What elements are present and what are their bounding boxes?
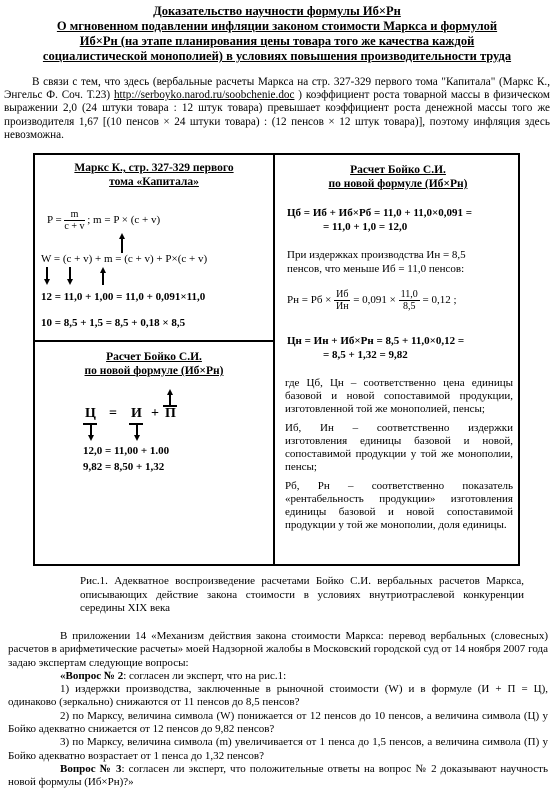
marx-row-2: 10 = 8,5 + 1,5 = 8,5 + 0,18 × 8,5: [41, 317, 186, 329]
intro-text-1: В связи с тем, что здесь (вербальные расчеты Маркса на стр. 327-329 первого тома "Капитала" (Маркс К., Энгельс Ф. Соч. Т.23): [4, 76, 550, 102]
question-3: [8, 763, 548, 790]
cv-down-arrow-head: [67, 279, 73, 285]
source-link[interactable]: http://serboyko.narod.ru/soobchenie.doc: [113, 89, 295, 102]
question-2-item-1: 1) издержки производства, заключенные в рыночной стоимости (W) и в формуле (И + П = Ц), одинаково (зеркально) снижаются от 11 пенсов до 8,5 пенсов?: [8, 683, 548, 709]
question-2-item-3: 3) по Марксу, величина символа (m) увеличивается от 1 пенса до 1,5 пенсов, а величина символа (П) у Бойко адекватно возрастает от 1 пенса до 1,32 пенсов?: [8, 736, 548, 762]
cost-text-line-1: При издержках производства Ин = 8,5: [287, 249, 466, 261]
question-3-label: Вопрос № 3: [60, 762, 122, 775]
p-numerator: m: [64, 209, 84, 221]
new-price-eq-line-1: Цн = Ин + Иб×Рн = 8,5 + 11,0×0,12 =: [287, 335, 465, 347]
rn-numerator-2: 11,0: [400, 289, 418, 300]
value-formula: W = (c + v) + m = (c + v) + P×(c + v): [41, 253, 208, 265]
m-up-arrow-line: [121, 237, 123, 253]
frame-vertical-divider: [273, 155, 275, 564]
question-2-label: «Вопрос № 2: [60, 669, 124, 682]
marx-title-line-2: тома «Капитала»: [109, 176, 199, 188]
rn-mid: = 0,091 ×: [353, 294, 396, 307]
new-rate-formula: [287, 289, 457, 312]
header-line-3: Иб×Рн (на этапе планирования цены товара того же качества каждой: [79, 34, 475, 48]
question-2-text: : согласен ли эксперт, что на рис.1:: [123, 669, 287, 682]
m2-up-arrow-line: [102, 271, 104, 285]
symbol-definitions: [285, 377, 513, 538]
p-lhs: P =: [47, 214, 62, 227]
symbol-plus: +: [151, 406, 159, 421]
intro-paragraph: [4, 76, 550, 142]
marx-title-line-1: Маркс К., стр. 327-329 первого: [74, 162, 234, 174]
m-up-arrow-head: [119, 233, 125, 239]
m-equation: ; m = P × (c + v): [87, 214, 161, 227]
definition-profitability: Рб, Рн – соответственно показатель «рентабельность продукции» изготовления единицы базовой и новой сопоставимой продукции у той же монополии, доля единицы.: [285, 480, 513, 531]
rn-denominator: Ин: [336, 301, 349, 312]
appendix-paragraph: В приложении 14 «Механизм действия закона стоимости Маркса: перевод вербальных (словесных) расчетов в арифметические расчеты» моей Надзорной жалобы в Московский городской суд от 14 ноября 2007 года задаю экспертам следующие вопросы:: [8, 630, 548, 669]
header-line-1: Доказательство научности формулы Иб×Рн: [153, 4, 401, 18]
marx-box-title: [41, 161, 267, 189]
cost-text-line-2: пенсов, что меньше Иб = 11,0 пенсов:: [287, 263, 465, 275]
rn-result: = 0,12 ;: [422, 294, 457, 307]
rn-denominator-2: 8,5: [402, 301, 416, 312]
i-down-arrow-head: [134, 435, 140, 441]
document-header: [0, 4, 554, 64]
symbol-c: Ц: [85, 406, 96, 421]
symbol-eq: =: [109, 406, 117, 421]
boyko-right-title: [281, 163, 515, 191]
boyko-left-title-line-2: по новой формуле (Иб×Рн): [84, 365, 224, 377]
question-3-text: : согласен ли эксперт, что положительные ответы на вопрос № 2 доказывают научность новой формулы (Иб×Рн)?»: [8, 762, 549, 789]
definition-price: где Цб, Цн – соответственно цена единицы базовой и новой сопоставимой продукции, изготовленной той же монополией, пенсы;: [285, 377, 513, 415]
definition-costs: Иб, Ин – соответственно издержки изготовления единицы базовой и новой, сопоставимой продукции у той же монополии, пенсы;: [285, 422, 513, 473]
symbol-p: П: [165, 406, 176, 421]
c-down-arrow-head: [88, 435, 94, 441]
question-2: [8, 670, 548, 683]
questions-section: [8, 630, 548, 790]
rn-lhs: Рн = Рб ×: [287, 294, 332, 307]
marx-row-1: 12 = 11,0 + 1,00 = 11,0 + 0,091×11,0: [41, 291, 206, 303]
boyko-right-title-line-2: по новой формуле (Иб×Рн): [328, 178, 468, 190]
p-denominator: c + v: [64, 221, 85, 232]
m2-up-arrow-head: [100, 267, 106, 273]
rn-numerator: Иб: [336, 289, 349, 300]
intro-text-2: ) коэффициент роста товарной массы в физическом выражении 2,0 (24 штуки товара : 12 штук товара) превышает коэффициент роста денежной массы того же производителя 1,67 [(10 пенсов × 24 штуки товара) : (12 пенсов × 12 штук товара)], поэтому инфляция здесь невозможна.: [4, 89, 550, 141]
frame-horizontal-divider: [35, 340, 273, 342]
boyko-left-title: [41, 350, 267, 378]
new-price-eq-line-2: = 8,5 + 1,32 = 9,82: [323, 349, 408, 361]
header-line-2: О мгновенном подавлении инфляции законом стоимости Маркса и формулой: [56, 19, 498, 33]
boyko-right-title-line-1: Расчет Бойко С.И.: [350, 164, 446, 176]
symbol-i: И: [131, 406, 142, 421]
w-down-arrow-head: [44, 279, 50, 285]
figure-caption: Рис.1. Адекватное воспроизведение расчетами Бойко С.И. вербальных расчетов Маркса, описывающих действие закона стоимости в условиях внутриотраслевой конкуренции середины XIX века: [80, 575, 524, 614]
boyko-row-2: 9,82 = 8,50 + 1,32: [83, 461, 165, 473]
boyko-left-title-line-1: Расчет Бойко С.И.: [106, 351, 202, 363]
profit-rate-formula: [47, 209, 160, 232]
base-price-eq-line-1: Цб = Иб + Иб×Рб = 11,0 + 11,0×0,091 =: [287, 207, 473, 219]
base-price-eq-line-2: = 11,0 + 1,0 = 12,0: [323, 221, 408, 233]
header-line-4: социалистической монополией) в условиях повышения производительности труда: [42, 49, 512, 63]
boyko-row-1: 12,0 = 11,00 + 1.00: [83, 445, 170, 457]
question-2-item-2: 2) по Марксу, величина символа (W) понижается от 12 пенсов до 10 пенсов, а величина символа (Ц) у Бойко адекватно снижается от 12 пенсов до 9,82 пенсов?: [8, 709, 548, 736]
